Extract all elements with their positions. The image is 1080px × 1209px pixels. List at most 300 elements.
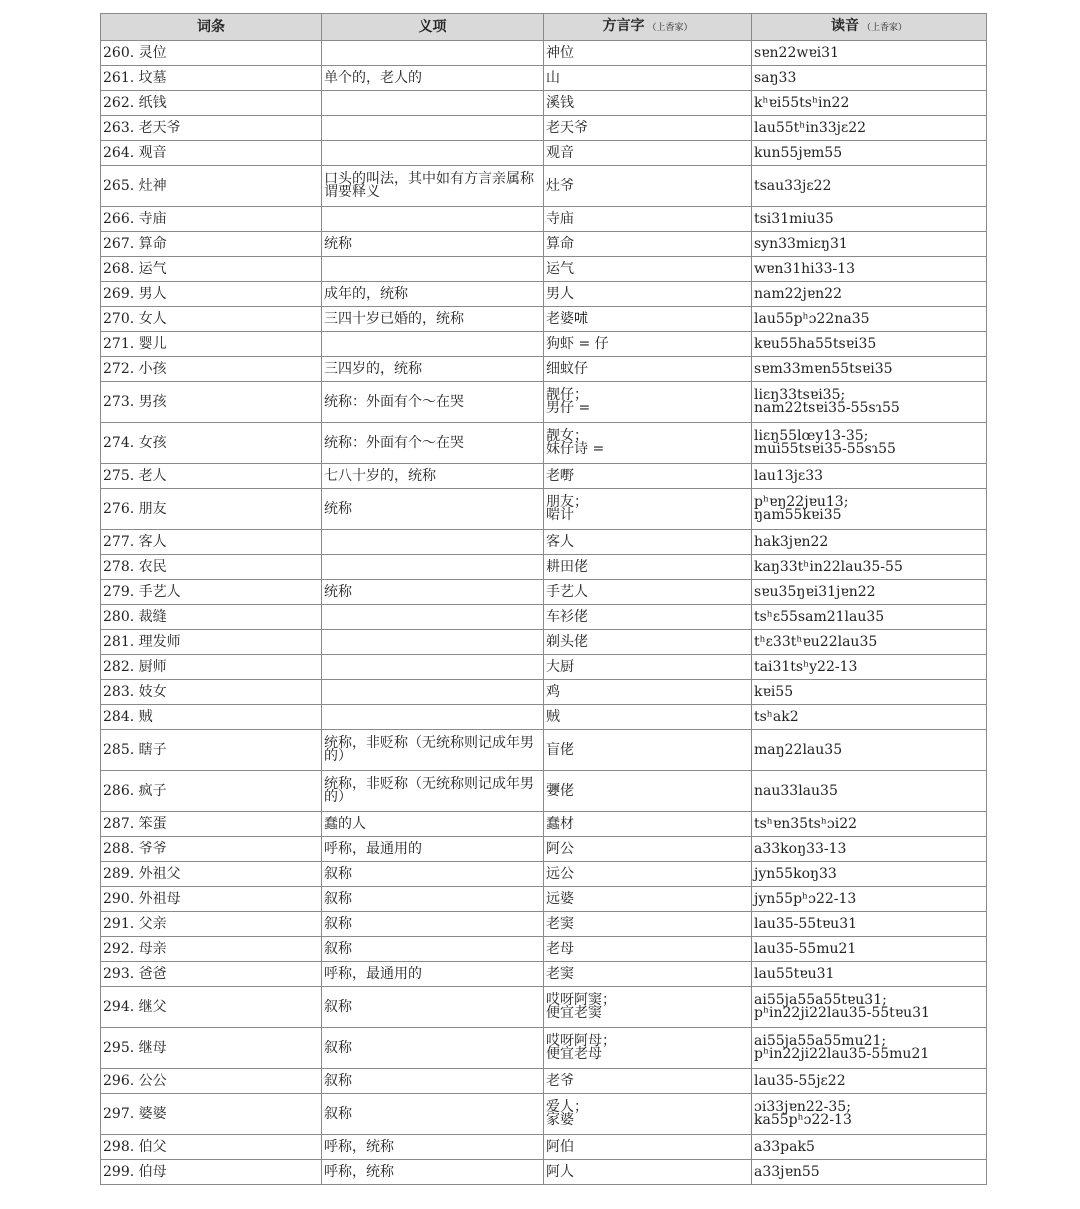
- pronunciation-cell-text: lau35-55tɐu31: [754, 915, 858, 932]
- dialect-word-cell-text: 老母: [546, 940, 574, 957]
- pronunciation-cell-text: saŋ33: [754, 69, 797, 86]
- table-row: [101, 282, 987, 307]
- dialect-word-cell: [544, 887, 752, 912]
- pronunciation-cell-text: ɔi33jɐn22-35;: [754, 1099, 851, 1115]
- entry-cell-text: 262. 纸钱: [103, 94, 167, 111]
- entry-cell-text: 289. 外祖父: [103, 865, 181, 882]
- dialect-word-cell: [544, 937, 752, 962]
- meaning-cell: [322, 1160, 544, 1185]
- pronunciation-cell-text: lau13jɛ33: [754, 467, 824, 484]
- meaning-cell: [322, 41, 544, 66]
- dialect-word-cell-text: 老爷: [546, 1072, 574, 1089]
- pronunciation-cell: [752, 937, 987, 962]
- dialect-word-cell-text: 老天爷: [546, 119, 588, 136]
- dialect-word-cell: [544, 41, 752, 66]
- entry-cell: [101, 630, 322, 655]
- header-pronunciation-note: （上香家）: [861, 23, 907, 33]
- table-header: [101, 14, 987, 41]
- table-row: [101, 680, 987, 705]
- entry-cell: [101, 1069, 322, 1094]
- pronunciation-cell: [752, 257, 987, 282]
- meaning-cell-text: 口头的叫法，其中如有方言亲属称谓要释义: [324, 171, 534, 200]
- dialect-word-cell-text: 阿人: [546, 1163, 574, 1180]
- dialect-word-cell: [544, 655, 752, 680]
- pronunciation-cell: [752, 464, 987, 489]
- dialect-word-cell-text: 哎呀阿母；: [546, 1033, 616, 1049]
- entry-cell-text: 294. 继父: [103, 998, 167, 1015]
- table-row: [101, 257, 987, 282]
- entry-cell-text: 298. 伯父: [103, 1138, 167, 1155]
- pronunciation-cell-text: tsʰɛ55sam21lau35: [754, 608, 885, 625]
- entry-cell-text: 279. 手艺人: [103, 583, 181, 600]
- table-row: [101, 812, 987, 837]
- meaning-cell-text: 统称: [324, 500, 352, 517]
- dialect-word-cell: [544, 630, 752, 655]
- dialect-word-cell-text-line2: 便宜老窦: [546, 1005, 602, 1021]
- meaning-cell: [322, 423, 544, 464]
- pronunciation-cell: [752, 489, 987, 530]
- pronunciation-cell: [752, 705, 987, 730]
- dialect-word-cell-text: 靓仔；: [546, 387, 588, 403]
- dialect-word-cell-text: 手艺人: [546, 583, 588, 600]
- pronunciation-cell: [752, 862, 987, 887]
- dialect-word-cell-text: 神位: [546, 44, 574, 61]
- pronunciation-cell-text-line2: nam22tsɐi35-55sɿ55: [754, 400, 900, 416]
- table-row: [101, 605, 987, 630]
- header-dialect-word: [544, 14, 752, 41]
- entry-cell-text: 293. 爸爸: [103, 965, 167, 982]
- entry-cell: [101, 555, 322, 580]
- dialect-word-cell-text: 阿公: [546, 840, 574, 857]
- meaning-cell-text: 统称：外面有个～在哭: [324, 393, 464, 410]
- meaning-cell: [322, 232, 544, 257]
- table-row: [101, 489, 987, 530]
- dialect-word-cell: [544, 332, 752, 357]
- pronunciation-cell-text: tsʰɐn35tsʰɔi22: [754, 815, 858, 832]
- pronunciation-cell: [752, 812, 987, 837]
- meaning-cell: [322, 580, 544, 605]
- pronunciation-cell-text: kɐu55ha55tsɐi35: [754, 335, 877, 352]
- dialect-word-cell: [544, 605, 752, 630]
- table-row: [101, 116, 987, 141]
- dialect-word-cell-text: 老嘢: [546, 467, 574, 484]
- meaning-cell-text: 统称，非贬称（无统称则记成年男的）: [324, 776, 534, 805]
- entry-cell-text: 286. 疯子: [103, 782, 167, 799]
- table-row: [101, 1028, 987, 1069]
- entry-cell: [101, 705, 322, 730]
- table-row: [101, 937, 987, 962]
- header-meaning: 义项: [322, 14, 544, 41]
- entry-cell-text: 277. 客人: [103, 533, 167, 550]
- table-row: [101, 66, 987, 91]
- dialect-word-cell: [544, 1094, 752, 1135]
- meaning-cell-text: 统称，非贬称（无统称则记成年男的）: [324, 735, 534, 764]
- dialect-word-cell: [544, 1135, 752, 1160]
- dialect-word-cell-text: 男人: [546, 285, 574, 302]
- dialect-word-cell: [544, 680, 752, 705]
- dialect-word-cell-text: 爱人；: [546, 1099, 588, 1115]
- entry-cell-text: 260. 灵位: [103, 44, 167, 61]
- table-row: [101, 1160, 987, 1185]
- meaning-cell: [322, 282, 544, 307]
- entry-cell-text: 299. 伯母: [103, 1163, 167, 1180]
- pronunciation-cell: [752, 580, 987, 605]
- entry-cell-text: 278. 农民: [103, 558, 167, 575]
- pronunciation-cell-text: lau55tɐu31: [754, 965, 835, 982]
- dialect-word-cell: [544, 489, 752, 530]
- entry-cell-text: 271. 婴儿: [103, 335, 167, 352]
- meaning-cell-text: 呼称，最通用的: [324, 965, 422, 982]
- meaning-cell: [322, 116, 544, 141]
- table-row: [101, 887, 987, 912]
- entry-cell-text: 275. 老人: [103, 467, 167, 484]
- entry-cell: [101, 730, 322, 771]
- entry-cell: [101, 862, 322, 887]
- pronunciation-cell: [752, 837, 987, 862]
- dialect-word-cell-text: 客人: [546, 533, 574, 550]
- table-row: [101, 730, 987, 771]
- header-pronunciation: [752, 14, 987, 41]
- dialect-word-cell: [544, 912, 752, 937]
- meaning-cell: [322, 705, 544, 730]
- table-row: [101, 332, 987, 357]
- pronunciation-cell: [752, 232, 987, 257]
- meaning-cell: [322, 207, 544, 232]
- table-row: [101, 912, 987, 937]
- pronunciation-cell: [752, 207, 987, 232]
- pronunciation-cell: [752, 357, 987, 382]
- entry-cell-text: 282. 厨师: [103, 658, 167, 675]
- pronunciation-cell-text: lau55tʰin33jɛ22: [754, 119, 867, 136]
- pronunciation-cell: [752, 912, 987, 937]
- pronunciation-cell-text: syn33miɛŋ31: [754, 235, 848, 252]
- dialect-word-cell: [544, 771, 752, 812]
- dialect-word-cell-text: 远婆: [546, 890, 574, 907]
- pronunciation-cell-text: kʰɐi55tsʰin22: [754, 94, 850, 111]
- meaning-cell: [322, 680, 544, 705]
- pronunciation-cell-text: tʰɛ33tʰɐu22lau35: [754, 633, 878, 650]
- dialect-word-cell-text: 山: [546, 69, 560, 86]
- entry-cell: [101, 66, 322, 91]
- dialect-word-cell: [544, 257, 752, 282]
- meaning-cell: [322, 382, 544, 423]
- meaning-cell-text: 统称：外面有个～在哭: [324, 434, 464, 451]
- dialect-word-cell-text: 蠢材: [546, 815, 574, 832]
- dialect-word-cell: [544, 730, 752, 771]
- pronunciation-cell-text: wɐn31hi33-13: [754, 260, 856, 277]
- entry-cell: [101, 91, 322, 116]
- dialect-word-cell-text: 鸡: [546, 683, 560, 700]
- pronunciation-cell: [752, 307, 987, 332]
- entry-cell: [101, 962, 322, 987]
- pronunciation-cell-text: pʰɐŋ22jɐu13;: [754, 494, 849, 510]
- pronunciation-cell-text: lau35-55jɛ22: [754, 1072, 846, 1089]
- entry-cell-text: 284. 贼: [103, 708, 153, 725]
- entry-cell-text: 291. 父亲: [103, 915, 167, 932]
- pronunciation-cell: [752, 91, 987, 116]
- dialect-word-cell: [544, 812, 752, 837]
- pronunciation-cell: [752, 630, 987, 655]
- pronunciation-cell: [752, 680, 987, 705]
- dialect-word-cell: [544, 282, 752, 307]
- meaning-cell-text: 呼称，统称: [324, 1138, 394, 1155]
- meaning-cell-text: 七八十岁的，统称: [324, 467, 436, 484]
- pronunciation-cell: [752, 605, 987, 630]
- pronunciation-cell: [752, 332, 987, 357]
- pronunciation-cell: [752, 382, 987, 423]
- table-row: [101, 630, 987, 655]
- meaning-cell: [322, 489, 544, 530]
- table-row: [101, 837, 987, 862]
- dialect-word-cell: [544, 116, 752, 141]
- entry-cell: [101, 1028, 322, 1069]
- dialect-word-cell-text: 观音: [546, 144, 574, 161]
- meaning-cell: [322, 332, 544, 357]
- table-row: [101, 580, 987, 605]
- dialect-word-cell-text: 老窦: [546, 915, 574, 932]
- meaning-cell: [322, 1135, 544, 1160]
- pronunciation-cell-text: tsi31miu35: [754, 210, 834, 227]
- pronunciation-cell-text-line2: ŋam55kɐi35: [754, 507, 842, 523]
- meaning-cell: [322, 862, 544, 887]
- pronunciation-cell-text: lau35-55mu21: [754, 940, 857, 957]
- meaning-cell: [322, 812, 544, 837]
- pronunciation-cell-text: sɐu35ŋɐi31jɐn22: [754, 583, 876, 600]
- meaning-cell-text: 统称: [324, 583, 352, 600]
- table-row: [101, 41, 987, 66]
- meaning-cell-text: 叙称: [324, 998, 352, 1015]
- meaning-cell: [322, 464, 544, 489]
- meaning-cell: [322, 1094, 544, 1135]
- dialect-word-cell: [544, 166, 752, 207]
- dialect-word-cell: [544, 1069, 752, 1094]
- dialect-word-cell-text: 靓女；: [546, 428, 588, 444]
- dialect-word-cell-text: 远公: [546, 865, 574, 882]
- meaning-cell: [322, 555, 544, 580]
- pronunciation-cell-text: a33koŋ33-13: [754, 840, 847, 857]
- dialect-word-cell-text-line2: 啱计: [546, 507, 574, 523]
- meaning-cell: [322, 655, 544, 680]
- dialect-word-cell-text-line2: 男仔 =: [546, 400, 591, 416]
- entry-cell: [101, 332, 322, 357]
- entry-cell: [101, 282, 322, 307]
- pronunciation-cell-text: a33pak5: [754, 1138, 815, 1155]
- entry-cell: [101, 530, 322, 555]
- entry-cell: [101, 141, 322, 166]
- entry-cell-text: 264. 观音: [103, 144, 167, 161]
- table-body: [101, 41, 987, 1185]
- entry-cell-text: 267. 算命: [103, 235, 167, 252]
- pronunciation-cell: [752, 887, 987, 912]
- entry-cell-text: 280. 裁缝: [103, 608, 167, 625]
- entry-cell-text: 266. 寺庙: [103, 210, 167, 227]
- meaning-cell-text: 叙称: [324, 940, 352, 957]
- meaning-cell-text: 叙称: [324, 890, 352, 907]
- pronunciation-cell: [752, 530, 987, 555]
- meaning-cell: [322, 887, 544, 912]
- meaning-cell-text: 叙称: [324, 1105, 352, 1122]
- dialect-word-cell-text: 算命: [546, 235, 574, 252]
- table-row: [101, 962, 987, 987]
- dialect-word-cell: [544, 382, 752, 423]
- meaning-cell: [322, 257, 544, 282]
- dialect-word-cell: [544, 1160, 752, 1185]
- table-row: [101, 1069, 987, 1094]
- dialect-word-cell: [544, 91, 752, 116]
- table-row: [101, 705, 987, 730]
- entry-cell: [101, 423, 322, 464]
- dialect-word-cell-text: 阿伯: [546, 1138, 574, 1155]
- entry-cell-text: 276. 朋友: [103, 500, 167, 517]
- table-row: [101, 555, 987, 580]
- pronunciation-cell-text: tai31tsʰy22-13: [754, 658, 858, 675]
- table-row: [101, 307, 987, 332]
- entry-cell: [101, 307, 322, 332]
- pronunciation-cell-text-line2: pʰin22ji22lau35-55tɐu31: [754, 1005, 930, 1021]
- pronunciation-cell-text-line2: ka55pʰɔ22-13: [754, 1112, 852, 1128]
- meaning-cell: [322, 141, 544, 166]
- table-row: [101, 166, 987, 207]
- pronunciation-cell-text: sɐm33mɐn55tsɐi35: [754, 360, 893, 377]
- meaning-cell: [322, 66, 544, 91]
- dialect-word-cell-text: 运气: [546, 260, 574, 277]
- dialect-word-cell: [544, 862, 752, 887]
- entry-cell-text: 273. 男孩: [103, 393, 167, 410]
- dialect-word-cell: [544, 555, 752, 580]
- entry-cell: [101, 771, 322, 812]
- table-row: [101, 423, 987, 464]
- dialect-word-cell-text: 剃头佬: [546, 633, 588, 650]
- entry-cell: [101, 1160, 322, 1185]
- header-row: [101, 14, 987, 41]
- meaning-cell: [322, 962, 544, 987]
- pronunciation-cell: [752, 1028, 987, 1069]
- meaning-cell-text: 三四十岁已婚的，统称: [324, 310, 464, 327]
- entry-cell-text: 287. 笨蛋: [103, 815, 167, 832]
- dialect-word-cell: [544, 580, 752, 605]
- meaning-cell: [322, 1069, 544, 1094]
- table-row: [101, 862, 987, 887]
- dialect-word-cell-text: 朋友；: [546, 494, 588, 510]
- meaning-cell: [322, 730, 544, 771]
- header-dialect-word-label: 方言字: [602, 18, 645, 34]
- pronunciation-cell-text: kun55jɐm55: [754, 144, 843, 161]
- entry-cell: [101, 357, 322, 382]
- entry-cell: [101, 1135, 322, 1160]
- meaning-cell: [322, 837, 544, 862]
- meaning-cell: [322, 937, 544, 962]
- header-entry: 词条: [101, 14, 322, 41]
- pronunciation-cell: [752, 66, 987, 91]
- entry-cell: [101, 116, 322, 141]
- pronunciation-cell: [752, 41, 987, 66]
- meaning-cell: [322, 357, 544, 382]
- dialect-word-cell: [544, 530, 752, 555]
- table-row: [101, 1135, 987, 1160]
- pronunciation-cell-text: sɐn22wɐi31: [754, 44, 839, 61]
- table-row: [101, 232, 987, 257]
- meaning-cell-text: 叙称: [324, 865, 352, 882]
- pronunciation-cell: [752, 1135, 987, 1160]
- meaning-cell-text: 呼称，统称: [324, 1163, 394, 1180]
- meaning-cell: [322, 530, 544, 555]
- entry-cell-text: 292. 母亲: [103, 940, 167, 957]
- table-row: [101, 357, 987, 382]
- dialect-word-cell-text: 狗虾 = 仔: [546, 335, 609, 352]
- meaning-cell: [322, 630, 544, 655]
- meaning-cell-text: 蠢的人: [324, 815, 366, 832]
- entry-cell-text: 296. 公公: [103, 1072, 167, 1089]
- pronunciation-cell-text: kɐi55: [754, 683, 794, 700]
- entry-cell: [101, 655, 322, 680]
- entry-cell-text: 270. 女人: [103, 310, 167, 327]
- dialect-word-cell: [544, 357, 752, 382]
- entry-cell: [101, 382, 322, 423]
- pronunciation-cell: [752, 987, 987, 1028]
- meaning-cell: [322, 771, 544, 812]
- pronunciation-cell: [752, 771, 987, 812]
- entry-cell: [101, 207, 322, 232]
- pronunciation-cell-text: lau55pʰɔ22na35: [754, 310, 870, 327]
- dialect-word-cell: [544, 66, 752, 91]
- dialect-word-cell: [544, 232, 752, 257]
- dialect-word-cell: [544, 423, 752, 464]
- pronunciation-cell: [752, 730, 987, 771]
- entry-cell-text: 281. 理发师: [103, 633, 181, 650]
- entry-cell: [101, 605, 322, 630]
- entry-cell-text: 268. 运气: [103, 260, 167, 277]
- pronunciation-cell-text: jyn55koŋ33: [754, 865, 837, 882]
- pronunciation-cell-text: ai55ja55a55tɐu31;: [754, 992, 887, 1008]
- meaning-cell-text: 叙称: [324, 1039, 352, 1056]
- dialect-word-cell: [544, 987, 752, 1028]
- meaning-cell-text: 成年的，统称: [324, 285, 408, 302]
- pronunciation-cell-text: nau33lau35: [754, 782, 838, 799]
- entry-cell: [101, 680, 322, 705]
- dialect-word-cell: [544, 705, 752, 730]
- dialect-word-cell-text: 㜷佬: [546, 782, 574, 799]
- pronunciation-cell: [752, 1069, 987, 1094]
- entry-cell: [101, 580, 322, 605]
- dialect-word-cell-text: 贼: [546, 708, 560, 725]
- pronunciation-cell-text: maŋ22lau35: [754, 741, 843, 758]
- table-row: [101, 464, 987, 489]
- header-pronunciation-label: 读音: [830, 18, 859, 34]
- table-row: [101, 530, 987, 555]
- entry-cell: [101, 464, 322, 489]
- pronunciation-cell: [752, 555, 987, 580]
- entry-cell: [101, 837, 322, 862]
- meaning-cell: [322, 307, 544, 332]
- meaning-cell-text: 叙称: [324, 915, 352, 932]
- table-row: [101, 91, 987, 116]
- meaning-cell-text: 统称: [324, 235, 352, 252]
- entry-cell-text: 261. 坟墓: [103, 69, 167, 86]
- pronunciation-cell: [752, 116, 987, 141]
- dialect-word-cell-text: 盲佬: [546, 741, 574, 758]
- entry-cell: [101, 232, 322, 257]
- dialect-word-cell: [544, 962, 752, 987]
- meaning-cell: [322, 166, 544, 207]
- pronunciation-cell-text: liɛŋ33tsɐi35;: [754, 387, 846, 403]
- entry-cell-text: 274. 女孩: [103, 434, 167, 451]
- pronunciation-cell-text-line2: pʰin22ji22lau35-55mu21: [754, 1046, 930, 1062]
- table-row: [101, 771, 987, 812]
- table-row: [101, 382, 987, 423]
- pronunciation-cell: [752, 282, 987, 307]
- dialect-word-cell-text: 老窦: [546, 965, 574, 982]
- dialect-word-cell-text-line2: 家婆: [546, 1112, 574, 1128]
